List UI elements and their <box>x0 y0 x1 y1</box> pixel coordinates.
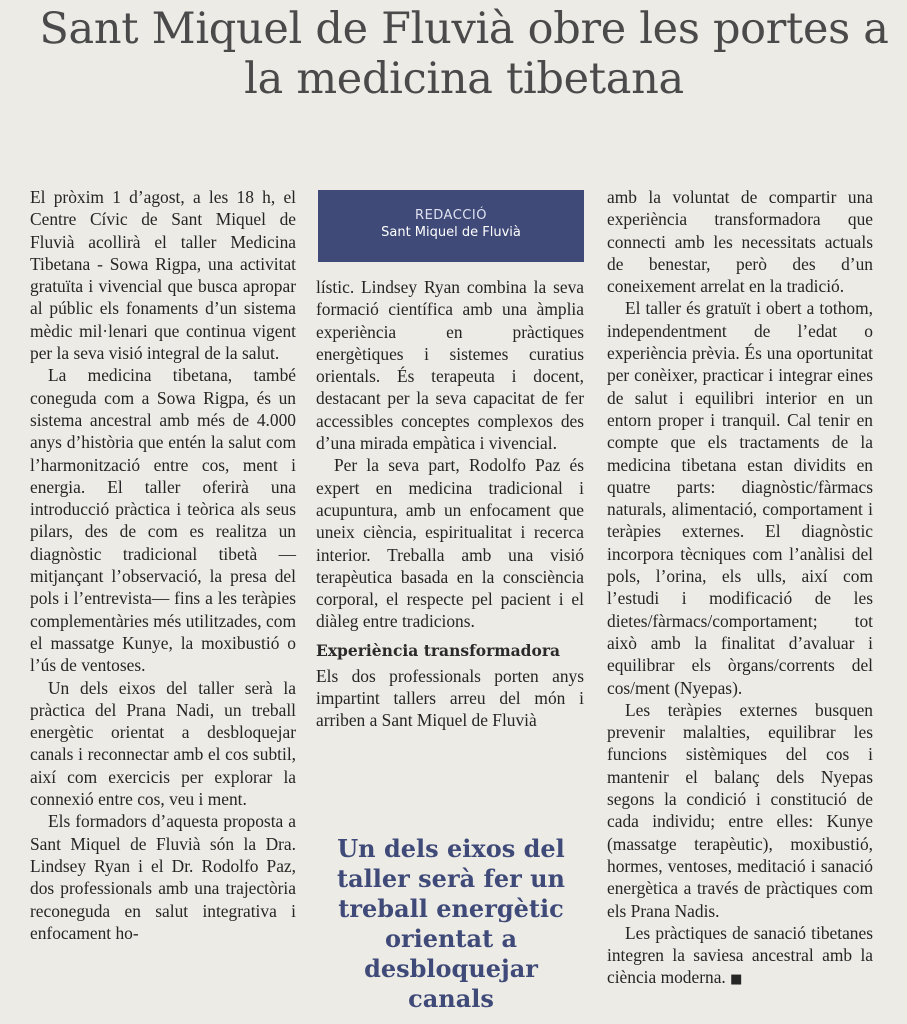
paragraph: Per la seva part, Rodolfo Paz és expert en medicina tradicional i acupuntura, amb un enfocament que uneix ciència, espiritualitat i recerca interior. Treballa amb una visió terapèutica basada en la consciència corporal, el respecte pel pacient i el diàleg entre tradicions. <box>316 455 584 632</box>
paragraph: Un dels eixos del taller serà la pràctica del Prana Nadi, un treball energètic orientat a desbloquejar canals i reconnectar amb el cos subtil, així com exercicis per explorar la connexió entre cos, veu i ment. <box>30 677 296 810</box>
end-mark-icon: ■ <box>730 972 743 988</box>
column-3 <box>607 186 873 992</box>
paragraph: El pròxim 1 d’agost, a les 18 h, el Centre Cívic de Sant Miquel de Fluvià acollirà el taller Medicina Tibetana - Sowa Rigpa, una activitat gratuïta i vivencial que busca apropar al públic els fonaments d’un sistema mèdic mil·lenari que continua vigent per la seva visió integral de la salut. <box>30 187 296 364</box>
headline: Sant Miquel de Fluvià obre les portes a la medicina tibetana <box>39 4 889 104</box>
column-2 <box>316 276 584 732</box>
byline-box <box>318 190 584 262</box>
paragraph: lístic. Lindsey Ryan combina la seva formació científica amb una àmplia experiència en pràctiques energètiques i sistemes curatius orientals. És terapeuta i docent, destacant per la seva capacitat de fer accessibles conceptes complexos des d’una mirada empàtica i vivencial. <box>316 277 584 454</box>
paragraph: Les teràpies externes busquen prevenir malalties, equilibrar les funcions sistèmiques del cos i mantenir el balanç dels Nyepas segons la condició i constitució de cada individu; entre elles: Kunye (massatge terapèutic), moxibustió, hormes, ventoses, meditació i sanació energètica a través de pràctiques com els Prana Nadis. <box>607 699 873 921</box>
paragraph: Els dos professionals porten anys impartint tallers arreu del món i arriben a Sant Miquel de Fluvià <box>316 665 584 731</box>
byline-place: Sant Miquel de Fluvià <box>381 225 521 240</box>
paragraph: La medicina tibetana, també coneguda com a Sowa Rigpa, és un sistema ancestral amb més de 4.000 anys d’història que entén la salut com l’harmonització entre cos, ment i energia. El taller oferirà una introducció pràctica i teòrica als seus pilars, des de com es realitza un diagnòstic tradicional tibetà —mitjançant l’observació, la presa del pols i l’entrevista— fins a les teràpies complementàries més utilitzades, com el massatge Kunye, la moxibustió o l’ús de ventoses. <box>30 365 296 676</box>
column-1 <box>30 186 296 944</box>
subheading: Experiència transformadora <box>316 640 561 660</box>
byline-role: REDACCIÓ <box>415 208 487 223</box>
paragraph-last <box>607 922 873 992</box>
paragraph: El taller és gratuït i obert a tothom, independentment de l’edat o experiència prèvia. És una oportunitat per conèixer, practicar i integrar eines de salut i equilibri interior en un entorn proper i tranquil. Cal tenir en compte que els tractaments de la medicina tibetana estan dividits en quatre parts: diagnòstic/fàrmacs naturals, alimentació, comportament i teràpies externes. El diagnòstic incorpora tècniques com l’anàlisi del pols, l’orina, els ulls, així com l’estudi i modificació de les dietes/fàrmacs/comportament; tot això amb la finalitat d’avaluar i equilibrar els òrgans/corrents del cos/ment (Nyepas). <box>607 298 873 698</box>
paragraph: amb la voluntat de compartir una experiència transformadora que connecti amb les necessitats actuals de benestar, però des d’un coneixement arrelat en la tradició. <box>607 187 873 297</box>
paragraph-text: Les pràctiques de sanació tibetanes integren la saviesa ancestral amb la ciència moderna. <box>607 922 873 988</box>
paragraph: Els formadors d’aquesta proposta a Sant Miquel de Fluvià són la Dra. Lindsey Ryan i el Dr. Rodolfo Paz, dos professionals amb una trajectòria reconeguda en salut integrativa i enfocament ho- <box>30 811 296 943</box>
pull-quote: Un dels eixos del taller serà fer un treball energètic orientat a desbloquejar canals <box>337 834 565 1013</box>
